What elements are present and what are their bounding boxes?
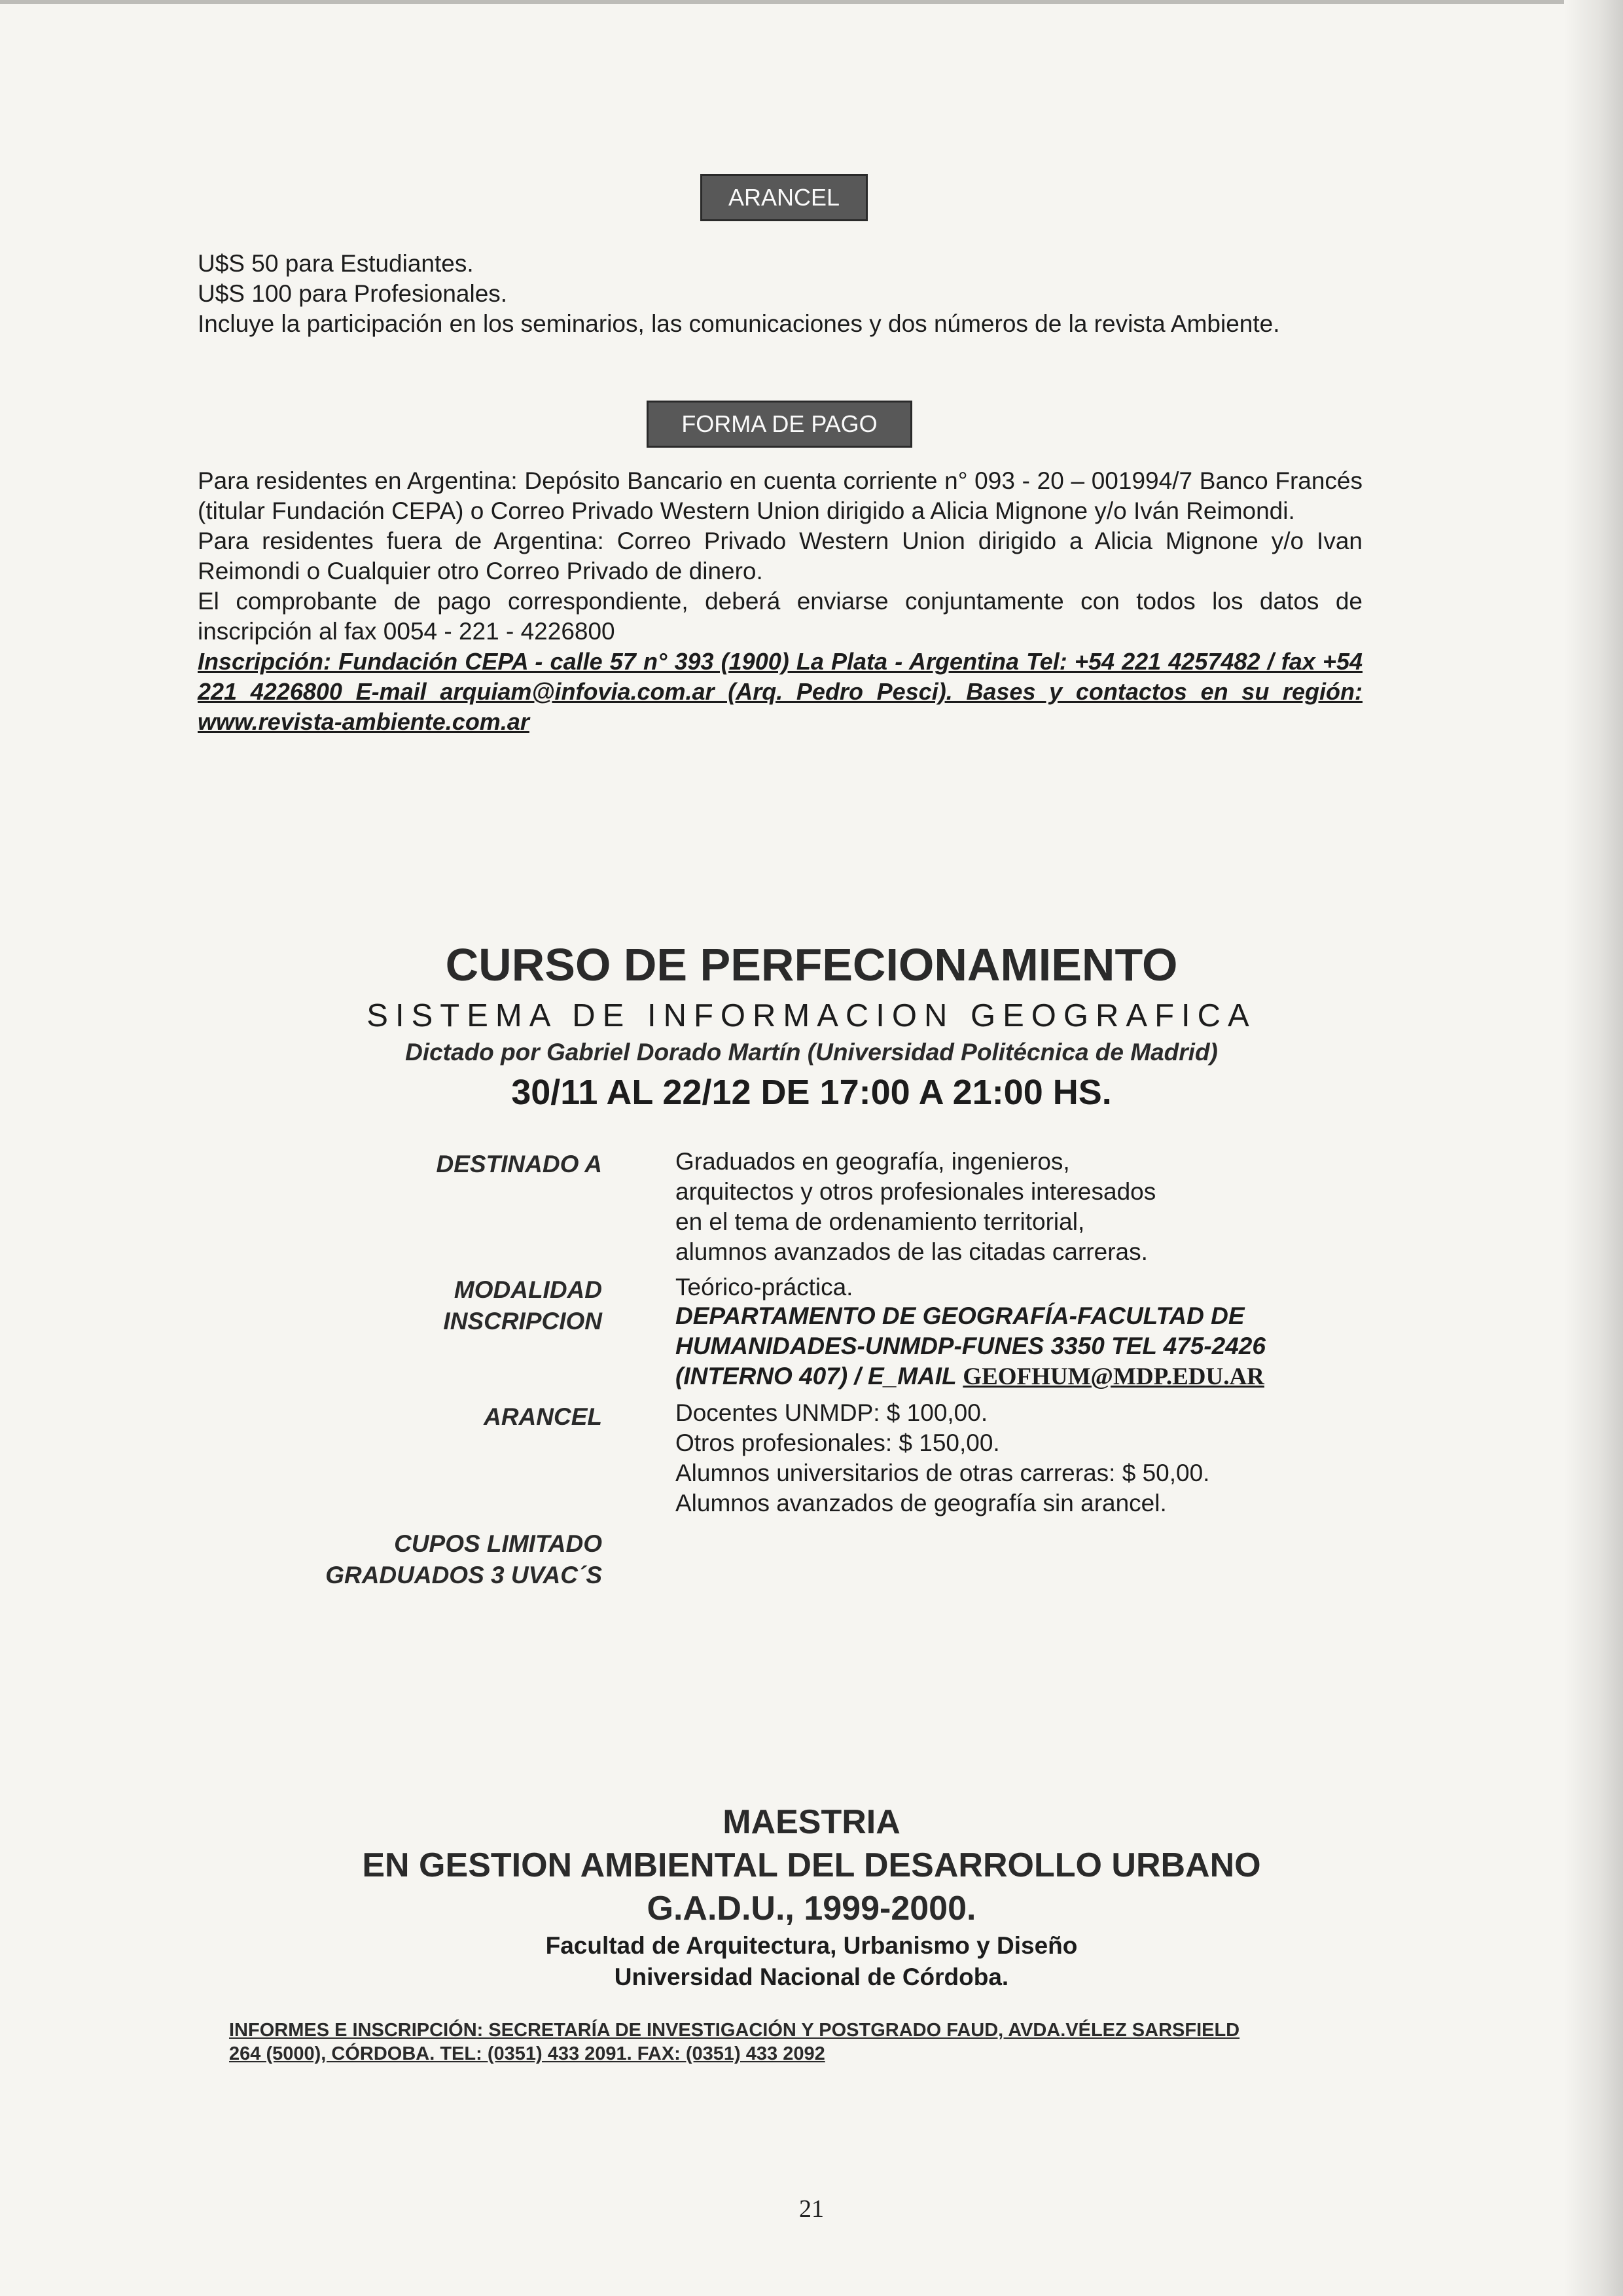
arancel-curso-line: Otros profesionales: $ 150,00. [675, 1429, 1000, 1456]
maestria-facultad: Facultad de Arquitectura, Urbanismo y Diseño [545, 1932, 1078, 1959]
curso-fecha: 30/11 AL 22/12 DE 17:00 A 21:00 HS. [511, 1073, 1112, 1112]
modalidad-label: MODALIDAD [454, 1276, 602, 1303]
forma-de-pago-heading: FORMA DE PAGO [647, 401, 912, 448]
inscripcion-line [675, 1361, 1395, 1392]
pago-paragraph: Para residentes en Argentina: Depósito Bancario en cuenta corriente n° 093 - 20 – 001994/7 Banco Francés (titular Fundación CEPA) o Correo Privado Western Union dirigido a Alicia Mignone y/o Iván Reimondi. [198, 467, 1363, 524]
geofhum-email-link[interactable]: GEOFHUM@MDP.EDU.AR [963, 1363, 1264, 1390]
curso-subtitle: SISTEMA DE INFORMACION GEOGRAFICA [366, 998, 1257, 1033]
maestria-title: MAESTRIA [722, 1803, 901, 1841]
destinado-line: arquitectos y otros profesionales interesados [675, 1178, 1156, 1205]
inscripcion-line: HUMANIDADES-UNMDP-FUNES 3350 TEL 475-2426 [675, 1333, 1266, 1359]
destinado-label: DESTINADO A [436, 1151, 602, 1177]
maestria-informes-link[interactable]: INFORMES E INSCRIPCIÓN: SECRETARÍA DE INVESTIGACIÓN Y POSTGRADO FAUD, AVDA.VÉLEZ SARSFIELD 264 (5000), CÓRDOBA. TEL: (0351) 433 2091. FAX: (0351) 433 2092 [229, 2020, 1240, 2064]
arancel-curso-label: ARANCEL [484, 1403, 602, 1430]
arancel-line: Incluye la participación en los seminarios, las comunicaciones y dos números de la revista Ambiente. [198, 310, 1280, 337]
graduados-label: GRADUADOS 3 UVAC´S [325, 1562, 602, 1588]
inscripcion-line: DEPARTAMENTO DE GEOGRAFÍA-FACULTAD DE [675, 1302, 1245, 1329]
inscripcion-contact-link[interactable]: Inscripción: Fundación CEPA - calle 57 n° 393 (1900) La Plata - Argentina Tel: +54 221 4257482 / fax +54 221 4226800 E-mail arquiam@infovia.com.ar (Arq. Pedro Pesci). Bases y contactos en su región: www.revista-ambiente.com.ar [198, 648, 1363, 735]
top-rule [0, 0, 1623, 4]
arancel-curso-line: Docentes UNMDP: $ 100,00. [675, 1399, 988, 1426]
maestria-subtitle: EN GESTION AMBIENTAL DEL DESARROLLO URBANO [362, 1846, 1261, 1884]
cupos-label: CUPOS LIMITADO [394, 1530, 602, 1557]
arancel-curso-line: Alumnos universitarios de otras carreras: $ 50,00. [675, 1460, 1210, 1486]
inscripcion-label: INSCRIPCION [443, 1308, 602, 1335]
pago-paragraph: El comprobante de pago correspondiente, deberá enviarse conjuntamente con todos los datos de inscripción al fax 0054 - 221 - 4226800 [198, 588, 1363, 645]
arancel-curso-value [675, 1398, 1395, 1518]
arancel-line: U$S 50 para Estudiantes. [198, 250, 474, 277]
pago-paragraph: Para residentes fuera de Argentina: Correo Privado Western Union dirigido a Alicia Mignone y/o Ivan Reimondi o Cualquier otro Correo Privado de dinero. [198, 528, 1363, 584]
curso-dictado: Dictado por Gabriel Dorado Martín (Universidad Politécnica de Madrid) [405, 1039, 1218, 1066]
maestria-gadu: G.A.D.U., 1999-2000. [647, 1890, 976, 1928]
arancel-curso-line: Alumnos avanzados de geografía sin arancel. [675, 1490, 1167, 1516]
arancel-text [198, 249, 1363, 339]
maestria-universidad: Universidad Nacional de Córdoba. [614, 1964, 1009, 1990]
arancel-line: U$S 100 para Profesionales. [198, 280, 508, 307]
curso-title: CURSO DE PERFECIONAMIENTO [445, 939, 1178, 990]
destinado-value [675, 1147, 1395, 1267]
modalidad-value: Teórico-práctica. [675, 1274, 853, 1300]
destinado-line: Graduados en geografía, ingenieros, [675, 1148, 1070, 1175]
inscripcion-value [675, 1301, 1395, 1392]
inscripcion-interno: (INTERNO 407) / E_MAIL [675, 1363, 957, 1390]
destinado-line: en el tema de ordenamiento territorial, [675, 1208, 1085, 1235]
arancel-heading: ARANCEL [700, 174, 868, 221]
destinado-line: alumnos avanzados de las citadas carreras. [675, 1238, 1148, 1265]
page-number: 21 [799, 2195, 824, 2223]
pago-text [198, 466, 1363, 737]
